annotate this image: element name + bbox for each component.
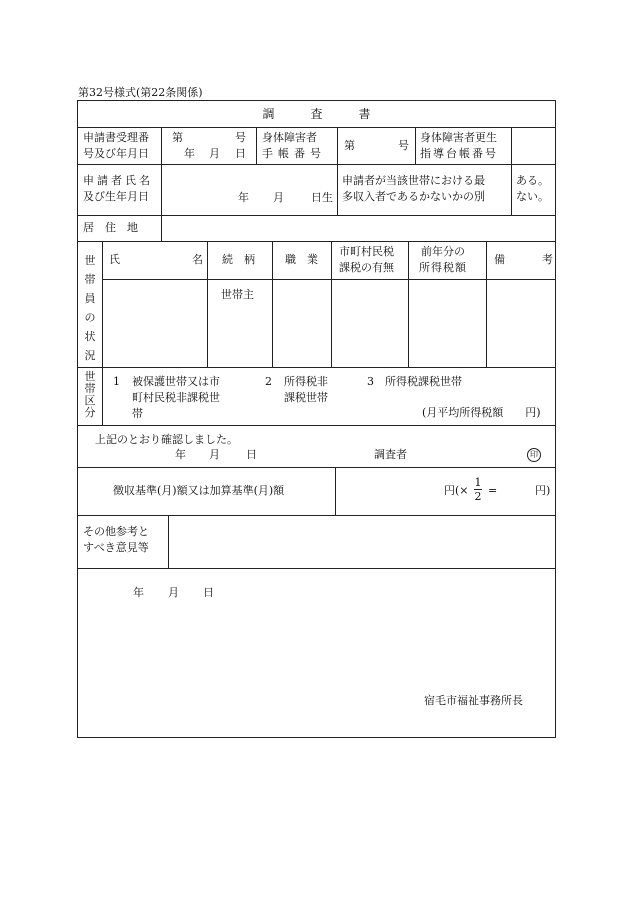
- welfare-office-director: 宿毛市福祉事務所長: [424, 694, 523, 707]
- category-option-1: 被保護世帯又は市 町村民税非課税世 帯: [132, 375, 220, 420]
- one-half-fraction: 1 2: [474, 476, 482, 503]
- col-divider: [161, 127, 162, 164]
- monthly-average-tax: (月平均所得税額 円): [422, 406, 541, 419]
- col-divider: [511, 164, 512, 215]
- col-notes-a: 備: [494, 253, 505, 266]
- household-status-side-label: 世 帯 員 の 状 況: [84, 254, 96, 362]
- investigator-label: 調査者: [374, 448, 407, 461]
- row-divider: [78, 127, 555, 128]
- row-divider: [78, 367, 555, 368]
- top-earner-answers: ある。 ない。: [516, 174, 549, 203]
- confirm-year: 年: [175, 448, 186, 461]
- fee-equals: =: [488, 484, 498, 497]
- row-divider: [78, 164, 555, 165]
- col-divider: [337, 127, 338, 164]
- confirm-day: 日: [246, 448, 257, 461]
- household-category-side-label: 世 帯 区 分: [84, 370, 96, 419]
- col-relationship: 続 柄: [222, 253, 255, 266]
- col-divider: [486, 241, 487, 367]
- col-divider: [408, 241, 409, 367]
- col-divider: [415, 127, 416, 164]
- category-option-2-number: 2: [265, 375, 272, 388]
- col-occupation: 職 業: [285, 253, 318, 266]
- fee-standard-label: 徴収基準(月)額又は加算基準(月)額: [113, 484, 285, 497]
- seal-mark-icon: 印: [527, 448, 541, 462]
- col-notes-b: 考: [542, 253, 553, 266]
- handbook-label-line2: 手帳番号: [262, 147, 326, 160]
- row-divider: [78, 425, 555, 426]
- col-divider: [511, 127, 512, 164]
- category-option-3-number: 3: [367, 375, 374, 388]
- form-number-label: 第32号様式(第22条関係): [78, 86, 203, 99]
- col-divider: [335, 467, 336, 515]
- col-divider: [337, 164, 338, 215]
- col-divider: [331, 241, 332, 367]
- handbook-number-suffix: 号: [398, 139, 409, 152]
- receipt-number-label: 申請書受理番 号及び年月日: [83, 131, 149, 160]
- category-option-2: 所得税非 課税世帯: [284, 375, 328, 404]
- col-divider: [207, 241, 208, 367]
- top-earner-question: 申請者が当該世帯における最 多収入者であるかないかの別: [342, 174, 485, 203]
- fee-yen-open: 円(×: [444, 484, 469, 497]
- col-name-b: 名: [192, 253, 203, 266]
- row-divider: [78, 215, 555, 216]
- col-divider: [102, 367, 103, 425]
- birth-year: 年: [238, 191, 249, 204]
- other-remarks-label: その他参考と すべき意見等: [83, 525, 149, 554]
- col-divider: [161, 215, 162, 241]
- receipt-number-prefix: 第: [172, 131, 183, 144]
- applicant-label: 申請者氏名 及び生年月日: [83, 174, 153, 203]
- row-divider: [102, 279, 555, 280]
- col-divider: [168, 515, 169, 568]
- residence-label: 居 住 地: [83, 221, 138, 234]
- footer-year: 年: [133, 586, 144, 599]
- head-of-household: 世帯主: [221, 288, 254, 301]
- col-prev-income-tax: 前年分の 所得税額: [419, 245, 467, 274]
- birth-day: 日生: [311, 191, 333, 204]
- col-municipal-tax: 市町村民税 課税の有無: [339, 245, 394, 274]
- survey-form-table: [77, 100, 556, 738]
- col-divider: [256, 127, 257, 164]
- birth-month: 月: [273, 191, 284, 204]
- row-divider: [78, 467, 555, 468]
- col-divider: [102, 241, 103, 367]
- row-divider: [78, 568, 555, 569]
- confirm-month: 月: [209, 448, 220, 461]
- row-divider: [78, 241, 555, 242]
- fee-yen-close: 円): [535, 484, 551, 497]
- row-divider: [78, 515, 555, 516]
- receipt-number-suffix: 号: [235, 131, 246, 144]
- form-title: 調 査 書: [262, 107, 371, 121]
- handbook-number-prefix: 第: [344, 139, 355, 152]
- category-option-3: 所得税課税世帯: [385, 375, 462, 388]
- col-divider: [272, 241, 273, 367]
- category-option-1-number: 1: [113, 375, 120, 388]
- rehab-register-label: 身体障害者更生 指導台帳番号: [420, 131, 498, 160]
- receipt-date-month: 月: [209, 147, 220, 160]
- receipt-date-year: 年: [184, 147, 195, 160]
- confirmation-text: 上記のとおり確認しました。: [95, 433, 238, 446]
- handbook-label-line1: 身体障害者: [262, 131, 317, 144]
- col-name-a: 氏: [109, 253, 120, 266]
- col-divider: [161, 164, 162, 215]
- footer-month: 月: [168, 586, 179, 599]
- receipt-date-day: 日: [235, 147, 246, 160]
- footer-day: 日: [203, 586, 214, 599]
